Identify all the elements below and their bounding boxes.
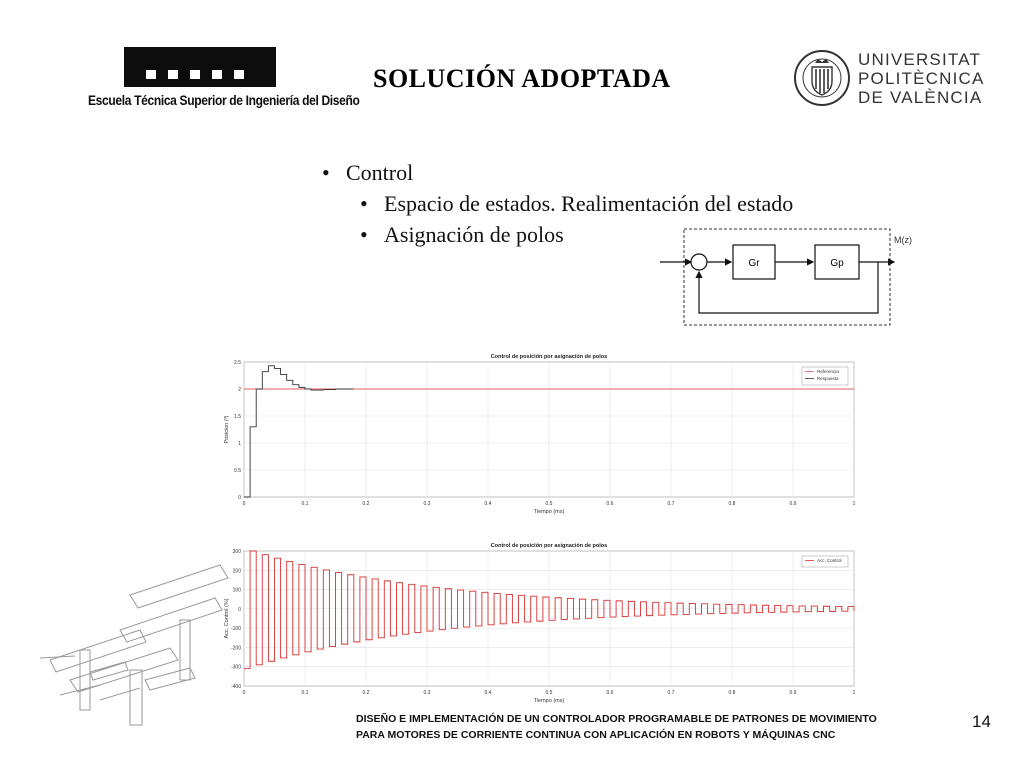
x-tick-label: 0.1: [301, 690, 309, 696]
cnc-machine-drawing: [30, 560, 230, 730]
x-tick-label: 1: [852, 501, 856, 507]
legend-entry: Referencia: [817, 369, 839, 374]
y-tick-label: -100: [230, 626, 241, 633]
footer-line-2: PARA MOTORES DE CORRIENTE CONTINUA CON APLICACIÓN EN ROBOTS Y MÁQUINAS CNC: [356, 729, 836, 741]
x-tick-label: 0.4: [484, 690, 492, 696]
etsid-logo-block: [124, 47, 276, 87]
bullet-control: [322, 160, 413, 186]
university-line-1: UNIVERSITAT: [858, 50, 982, 69]
x-tick-label: 0.1: [301, 501, 309, 507]
x-tick-label: 0.9: [789, 501, 797, 507]
x-axis-label: Tiempo (ms): [533, 509, 565, 515]
block-diagram: [654, 225, 924, 330]
system-label: M(z): [894, 235, 912, 245]
y-tick-label: 1.5: [234, 414, 241, 420]
chart-title: Control de posición por asignación de polos: [490, 543, 608, 549]
university-line-2: POLITÈCNICA: [858, 69, 985, 88]
x-tick-label: 0.7: [667, 690, 675, 696]
upv-seal-icon: [793, 49, 851, 107]
y-tick-label: 1: [238, 441, 241, 447]
footer-text: [356, 711, 877, 743]
bullet-marker: •: [322, 160, 330, 185]
y-tick-label: 100: [232, 587, 241, 594]
bullet-state-space: [360, 191, 793, 217]
position-chart: [224, 352, 864, 522]
x-tick-label: 0.2: [362, 501, 370, 507]
y-tick-label: 200: [232, 568, 241, 575]
y-tick-label: 0: [238, 606, 241, 613]
legend-entry: Acc. Control: [817, 558, 842, 563]
block-gr-label: Gr: [748, 258, 760, 269]
x-tick-label: 0.2: [362, 690, 370, 696]
x-tick-label: 0.8: [728, 690, 736, 696]
x-tick-label: 0.5: [545, 690, 553, 696]
block-gp-label: Gp: [830, 258, 844, 269]
etsid-logo-windows: [146, 70, 256, 79]
footer-line-1: DISEÑO E IMPLEMENTACIÓN DE UN CONTROLADOR PROGRAMABLE DE PATRONES DE MOVIMIENTO: [356, 713, 877, 725]
y-tick-label: 2.5: [234, 360, 241, 366]
bullet-state-space-text: Espacio de estados. Realimentación del estado: [384, 191, 794, 216]
bullet-pole-placement: [360, 222, 564, 248]
x-tick-label: 0.5: [545, 501, 553, 507]
legend-entry: Respuesta: [817, 376, 839, 381]
y-tick-label: -300: [230, 664, 241, 671]
x-tick-label: 0.6: [606, 501, 614, 507]
y-tick-label: -400: [230, 684, 241, 690]
page-number: 14: [972, 712, 991, 731]
x-axis-label: Tiempo (ms): [533, 698, 565, 704]
control-action-chart: [214, 538, 864, 710]
bullet-control-text: Control: [346, 160, 414, 185]
y-tick-label: 0: [238, 495, 241, 501]
bullet-marker: •: [360, 222, 368, 247]
x-tick-label: 0.7: [667, 501, 675, 507]
y-tick-label: 300: [232, 549, 241, 555]
x-tick-label: 1: [852, 690, 856, 696]
bullet-pole-placement-text: Asignación de polos: [384, 222, 564, 247]
school-name: Escuela Técnica Superior de Ingeniería del Diseño: [88, 92, 360, 108]
y-tick-label: 0.5: [234, 468, 241, 474]
bullet-marker: •: [360, 191, 368, 216]
x-tick-label: 0.9: [789, 690, 797, 696]
slide-title: SOLUCIÓN ADOPTADA: [373, 64, 671, 93]
x-tick-label: 0: [242, 690, 246, 696]
x-tick-label: 0.3: [423, 690, 431, 696]
university-name: [858, 50, 985, 107]
x-tick-label: 0.8: [728, 501, 736, 507]
chart-title: Control de posición por asignación de polos: [490, 354, 608, 360]
y-axis-label: Posicion (º): [224, 415, 230, 444]
x-tick-label: 0: [242, 501, 246, 507]
summing-junction: [691, 254, 707, 270]
y-tick-label: 2: [238, 387, 241, 393]
y-tick-label: -200: [230, 645, 241, 652]
x-tick-label: 0.4: [484, 501, 492, 507]
university-line-3: DE VALÈNCIA: [858, 88, 983, 107]
x-tick-label: 0.6: [606, 690, 614, 696]
y-axis-label: Acc. Control (%): [224, 598, 230, 639]
x-tick-label: 0.3: [423, 501, 431, 507]
